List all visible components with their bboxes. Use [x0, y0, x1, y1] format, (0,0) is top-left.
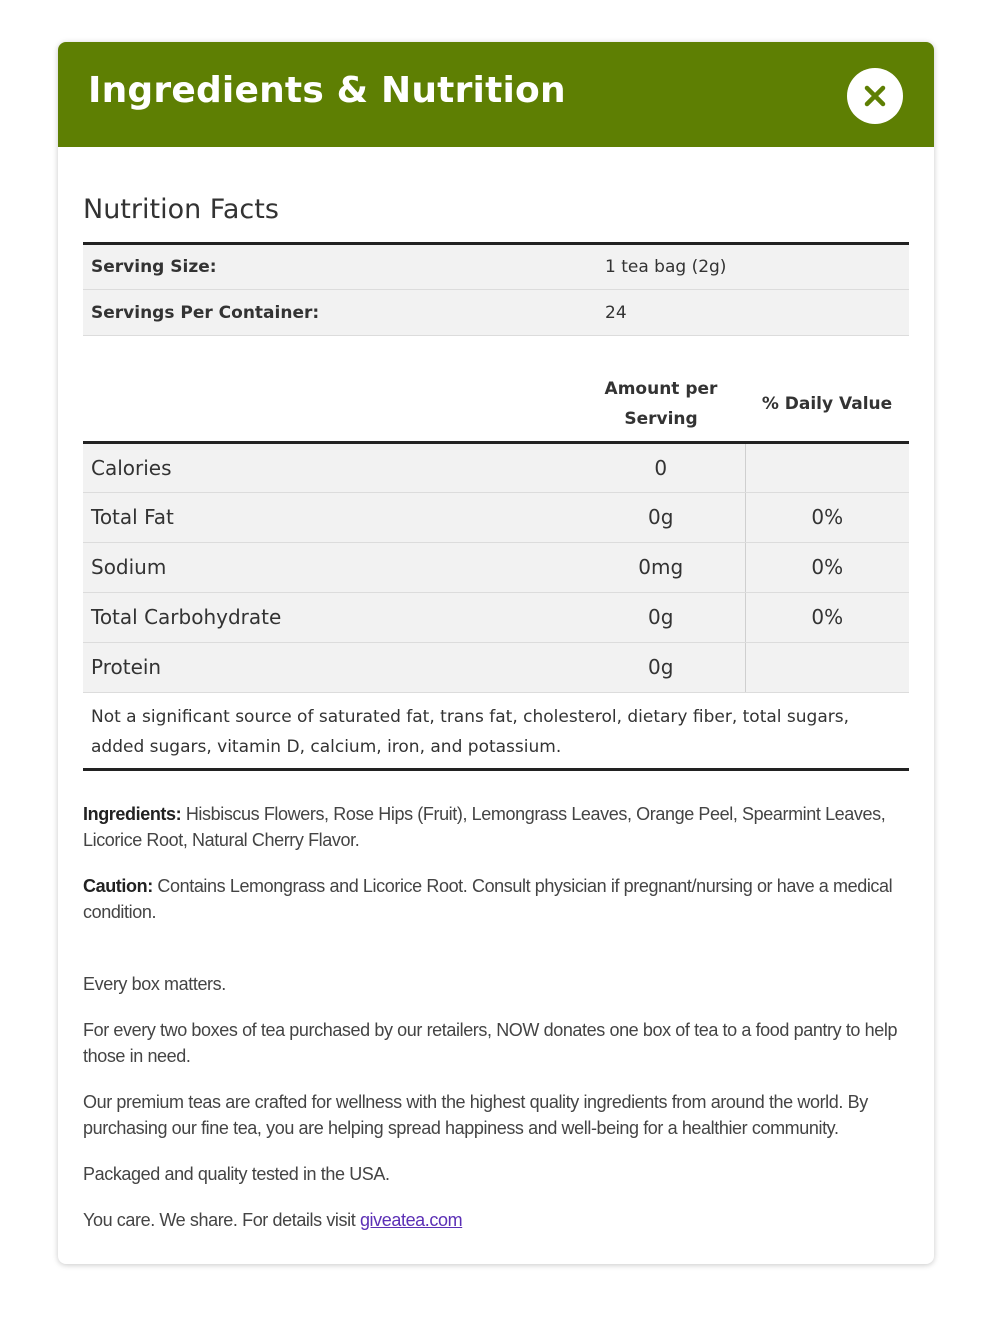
- table-row: [83, 492, 909, 542]
- servings-per-container-label: Servings Per Container:: [83, 290, 597, 336]
- table-row: [83, 592, 909, 642]
- serving-size-value: 1 tea bag (2g): [597, 244, 909, 290]
- footnote-row: [83, 692, 909, 769]
- serving-size-label: Serving Size:: [83, 244, 597, 290]
- giveatea-link[interactable]: giveatea.com: [359, 1209, 463, 1230]
- care-share-paragraph: [83, 1207, 909, 1233]
- nutrient-daily-value: 0%: [745, 542, 909, 592]
- nutrition-facts-title: Nutrition Facts: [83, 194, 279, 225]
- nutrient-amount: 0g: [577, 642, 745, 692]
- nutrient-daily-value: 0%: [745, 492, 909, 542]
- nutrient-name: Total Carbohydrate: [83, 592, 577, 642]
- modal-body: [58, 194, 934, 1233]
- caution-text: Contains Lemongrass and Licorice Root. Consult physician if pregnant/nursing or have a medical condition.: [83, 875, 893, 922]
- every-box-paragraph: Every box matters.: [83, 973, 226, 994]
- nutrition-footnote: Not a significant source of saturated fat, trans fat, cholesterol, dietary fiber, total sugars, added sugars, vitamin D, calcium, iron, and potassium.: [83, 692, 909, 769]
- nutrient-daily-value: 0%: [745, 592, 909, 642]
- servings-per-container-value: 24: [597, 290, 909, 336]
- donation-paragraph: For every two boxes of tea purchased by our retailers, NOW donates one box of tea to a food pantry to help those in need.: [83, 1019, 898, 1066]
- nutrition-header-row: [83, 368, 909, 442]
- modal-title: Ingredients & Nutrition: [88, 70, 566, 111]
- premium-tea-paragraph: Our premium teas are crafted for wellness with the highest quality ingredients from around the world. By purchasing our fine tea, you are helping spread happiness and well-being for a healthier community.: [83, 1091, 868, 1138]
- nutrient-column-header: [83, 368, 577, 442]
- nutrition-table: [83, 368, 909, 771]
- table-row: [83, 442, 909, 492]
- amount-column-header: [577, 368, 745, 442]
- nutrient-amount: 0g: [577, 492, 745, 542]
- table-row: [83, 542, 909, 592]
- servings-per-container-row: [83, 290, 909, 336]
- nutrient-name: Protein: [83, 642, 577, 692]
- table-row: [83, 642, 909, 692]
- caution-paragraph: [83, 873, 909, 925]
- ingredients-text: Hisbiscus Flowers, Rose Hips (Fruit), Lemongrass Leaves, Orange Peel, Spearmint Leaves, Licorice Root, Natural Cherry Flavor.: [83, 803, 886, 850]
- serving-size-row: [83, 244, 909, 290]
- packaged-paragraph: Packaged and quality tested in the USA.: [83, 1163, 390, 1184]
- nutrient-amount: 0g: [577, 592, 745, 642]
- nutrient-name: Total Fat: [83, 492, 577, 542]
- nutrition-modal: [58, 42, 934, 1264]
- modal-header: [58, 42, 934, 147]
- nutrient-daily-value: [745, 442, 909, 492]
- amount-header-line1: Amount per: [604, 379, 718, 400]
- serving-table: [83, 242, 909, 336]
- nutrient-daily-value: [745, 642, 909, 692]
- care-share-text: You care. We share. For details visit: [83, 1209, 360, 1230]
- close-button[interactable]: [847, 68, 903, 124]
- nutrient-name: Sodium: [83, 542, 577, 592]
- nutrient-amount: 0: [577, 442, 745, 492]
- caution-label: Caution:: [83, 875, 153, 896]
- amount-header-line2: Serving: [624, 409, 698, 430]
- ingredients-label: Ingredients:: [83, 803, 182, 824]
- close-icon: [863, 84, 887, 108]
- nutrient-name: Calories: [83, 442, 577, 492]
- daily-value-column-header: % Daily Value: [745, 368, 909, 442]
- nutrient-amount: 0mg: [577, 542, 745, 592]
- ingredients-paragraph: [83, 801, 909, 853]
